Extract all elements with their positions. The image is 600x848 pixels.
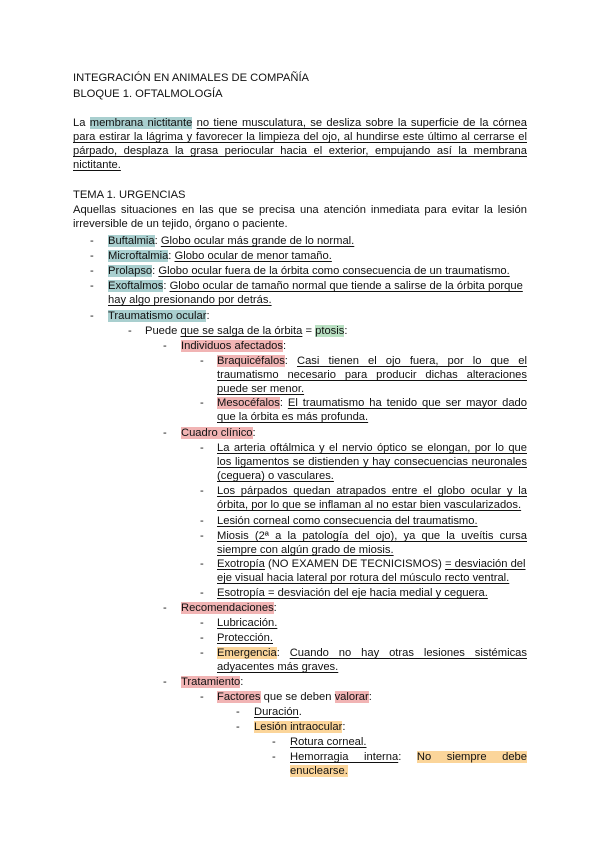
bullet-dash: - [200,442,204,454]
header-line1: INTEGRACIÓN EN ANIMALES DE COMPAÑÍA [73,72,310,84]
cuadro-item-1: La arteria oftálmica y el nervio óptico se elongan, por lo que los ligamentos se distienden y hay consecuencias neuronales (ceguera) o vasculares. [217,442,527,482]
item-exoftalmos: Exoftalmos: Globo ocular de tamaño normal que tiende a salirse de la órbita porque hay algo presionando por detrás. [108,280,523,306]
membrana-term: membrana nictitante [89,117,193,129]
item-traumatismo: Traumatismo ocular: [108,310,210,322]
item-prolapso: Prolapso: Globo ocular fuera de la órbita como consecuencia de un traumatismo. [108,265,510,277]
bullet-dash: - [200,587,204,599]
bullet-dash: - [200,530,204,542]
individuos-title: Individuos afectados: [181,340,287,352]
intro-paragraph: La membrana nictitante no tiene musculatura, se desliza sobre la superficie de la córnea para estirar la lágrima y favorecer la limpieza del ojo, al hundirse este último al cerrarse el párpado, desplaza la grasa periocular hacia el exterior, empujando así la membrana nictitante. [73,117,528,171]
bullet-dash: - [236,706,240,718]
header-line2: BLOQUE 1. OFTALMOLOGÍA [73,88,223,100]
bullet-dash: - [90,265,94,277]
bullet-dash: - [200,617,204,629]
cuadro-item-6: Esotropía = desviación del eje hacia medial y ceguera. [217,587,488,599]
ptosis-line: Puede que se salga de la órbita = ptosis: [145,325,348,337]
factores-line: Factores que se deben valorar: [217,691,372,703]
bullet-dash: - [128,325,132,337]
bullet-dash: - [200,485,204,497]
bullet-dash: - [200,558,204,570]
bullet-dash: - [90,235,94,247]
cuadro-item-2: Los párpados quedan atrapados entre el globo ocular y la órbita, por lo que se inflaman al no estar bien vascularizados. [217,485,527,511]
bullet-dash: - [200,647,204,659]
bullet-dash: - [236,721,240,733]
hemorragia-item: Hemorragia interna: No siempre debe enuclearse. [290,751,527,777]
bullet-dash: - [163,676,167,688]
bullet-dash: - [200,515,204,527]
bullet-dash: - [272,736,276,748]
lesion-item: Lesión intraocular: [254,721,346,733]
bullet-dash: - [200,632,204,644]
tema-definition: Aquellas situaciones en las que se precisa una atención inmediata para evitar la lesión irreversible de un tejido, órgano o paciente. [73,204,527,230]
tema-title: TEMA 1. URGENCIAS [73,189,186,201]
recom-item-1: Lubricación. [217,617,278,629]
recom-item-2: Protección. [217,632,273,644]
bullet-dash: - [163,427,167,439]
item-braquicefalos: Braquicéfalos: Casi tienen el ojo fuera, por lo que el traumatismo necesario para producir dichas alteraciones puede ser menor. [217,355,528,395]
cuadro-item-3: Lesión corneal como consecuencia del traumatismo. [217,515,478,527]
item-mesocefalos: Mesocéfalos: El traumatismo ha tenido que ser mayor dado que la órbita es más profunda. [217,397,527,423]
bullet-dash: - [90,250,94,262]
bullet-dash: - [163,602,167,614]
bullet-dash: - [200,355,204,367]
duracion-item: Duración. [254,706,302,718]
bullet-dash: - [90,280,94,292]
item-microftalmia: Microftalmia: Globo ocular de menor tamaño. [108,250,332,262]
cuadro-item-5: Exotropía (NO EXAMEN DE TECNICISMOS) = desviación del eje visual hacia lateral por rotura del músculo recto ventral. [217,558,526,584]
bullet-dash: - [272,751,276,763]
recom-title: Recomendaciones: [181,602,277,614]
cuadro-title: Cuadro clínico: [181,427,256,439]
recom-item-3: Emergencia: Cuando no hay otras lesiones sistémicas adyacentes más graves. [217,647,527,673]
tratamiento-title: Tratamiento: [181,676,244,688]
cuadro-item-4: Miosis (2ª a la patología del ojo), ya que la uveítis cursa siempre con algún grado de miosis. [217,530,527,556]
bullet-dash: - [200,397,204,409]
bullet-dash: - [90,310,94,322]
rotura-item: Rotura corneal. [290,736,367,748]
bullet-dash: - [200,691,204,703]
bullet-dash: - [163,340,167,352]
item-buftalmia: Buftalmia: Globo ocular más grande de lo normal. [108,235,355,247]
